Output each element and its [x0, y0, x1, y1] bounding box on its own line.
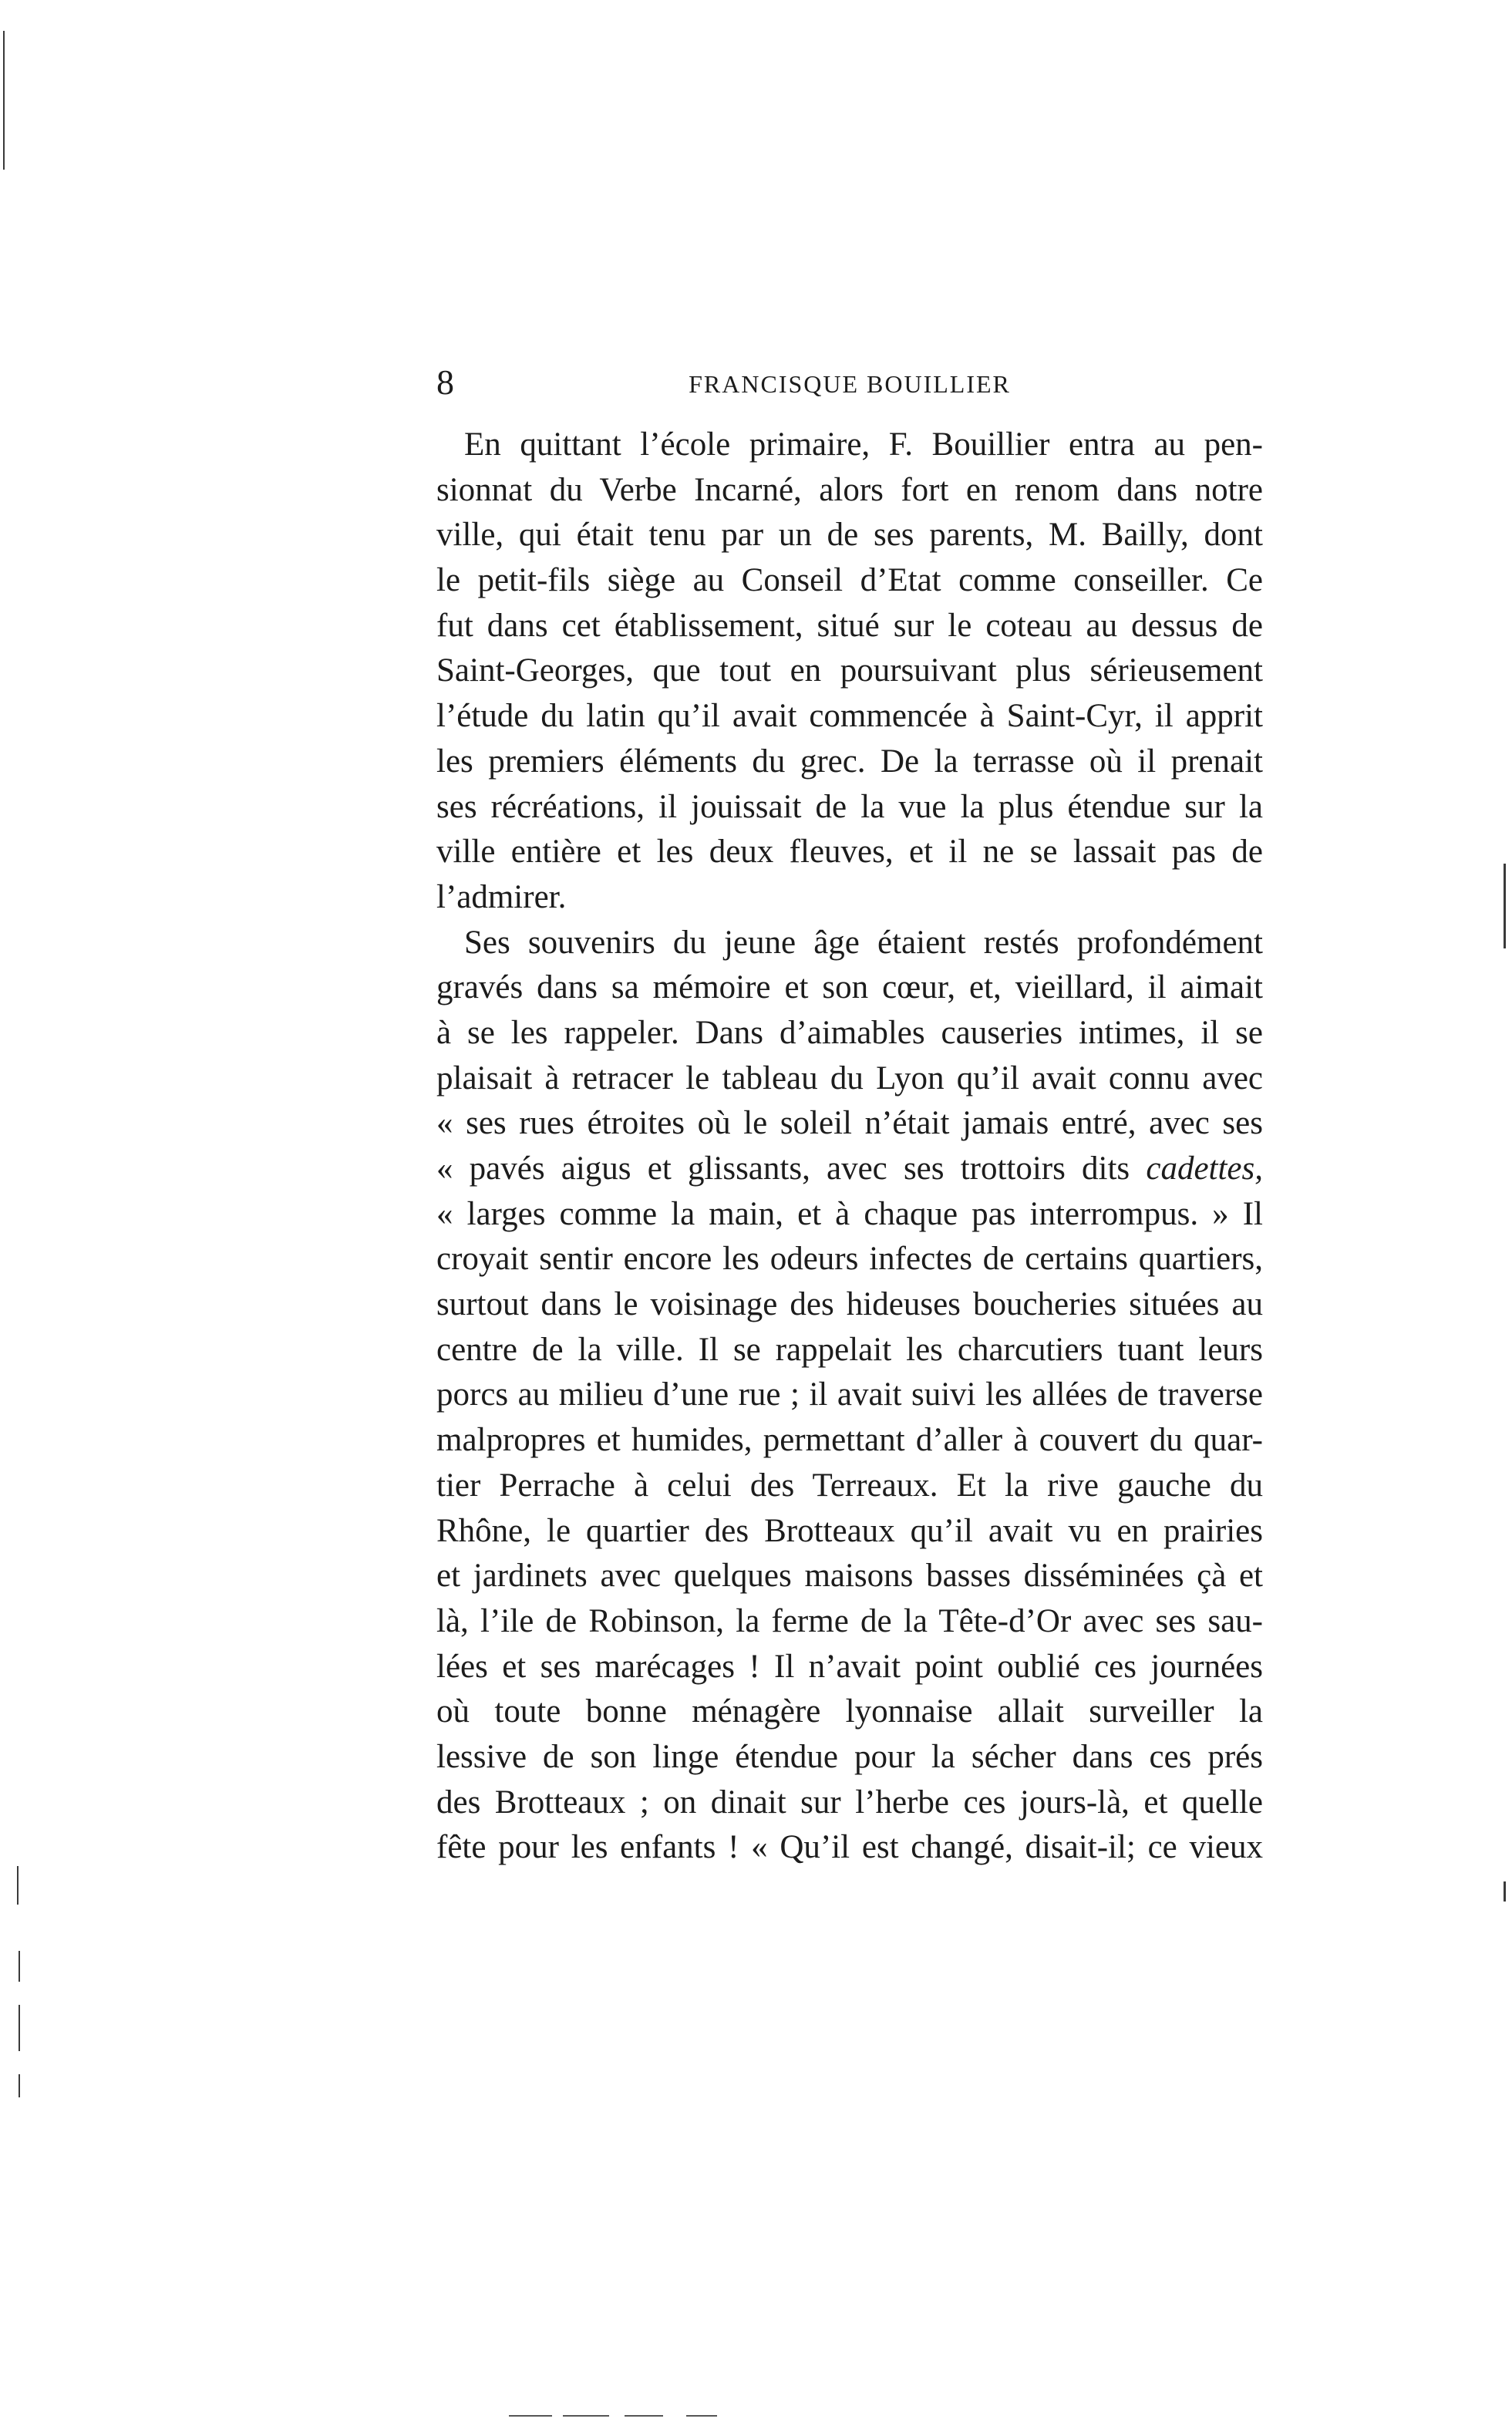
text-line: centre de la ville. Il se rappelait les charcutiers tuant leurs — [436, 1331, 1263, 1368]
text-line: ville entière et les deux fleuves, et il ne se lassait pas de — [436, 834, 1263, 871]
page-number: 8 — [436, 362, 454, 402]
text-line: fête pour les enfants ! « Qu’il est changé, disait-il; ce vieux — [436, 1829, 1263, 1866]
running-head: FRANCISQUE BOUILLIER — [689, 370, 1011, 398]
text-line: En quittant l’école primaire, F. Bouillier entra au pen- — [464, 426, 1263, 463]
left-margin-mark — [19, 1951, 20, 1982]
bottom-edge-mark — [686, 2415, 717, 2417]
text-line: l’étude du latin qu’il avait commencée à Saint-Cyr, il apprit — [436, 698, 1263, 735]
text-line: malpropres et humides, permettant d’aller à couvert du quar- — [436, 1422, 1263, 1459]
page-header — [436, 359, 1263, 406]
text-line: croyait sentir encore les odeurs infectes de certains quartiers, — [436, 1241, 1263, 1278]
text-line: et jardinets avec quelques maisons basses disséminées çà et — [436, 1558, 1263, 1595]
text-line: « ses rues étroites où le soleil n’était jamais entré, avec ses — [436, 1105, 1263, 1142]
bottom-edge-mark — [509, 2415, 552, 2417]
text-line: gravés dans sa mémoire et son cœur, et, vieillard, il aimait — [436, 969, 1263, 1006]
text-line: où toute bonne ménagère lyonnaise allait surveiller la — [436, 1693, 1263, 1730]
text-line: porcs au milieu d’une rue ; il avait suivi les allées de traverse — [436, 1376, 1263, 1413]
line-text: « pavés aigus et glissants, avec ses trottoirs dits — [436, 1150, 1147, 1187]
left-margin-mark — [19, 2074, 20, 2097]
text-line: ses récréations, il jouissait de la vue la plus étendue sur la — [436, 788, 1263, 825]
text-line: plaisait à retracer le tableau du Lyon qu’il avait connu avec — [436, 1059, 1263, 1096]
text-line: là, l’ile de Robinson, la ferme de la Tête-d’Or avec ses sau- — [436, 1602, 1263, 1639]
text-line: l’admirer. — [436, 878, 567, 915]
bottom-edge-mark — [625, 2415, 663, 2417]
text-line: des Brotteaux ; on dinait sur l’herbe ces jours-là, et quelle — [436, 1784, 1263, 1821]
text-line: Rhône, le quartier des Brotteaux qu’il avait vu en prairies — [436, 1512, 1263, 1549]
text-line: « larges comme la main, et à chaque pas interrompus. » Il — [436, 1195, 1263, 1232]
bottom-edge-mark — [563, 2415, 609, 2417]
text-line: lées et ses marécages ! Il n’avait point oublié ces journées — [436, 1648, 1263, 1685]
left-margin-mark — [17, 1866, 19, 1905]
text-line: Ses souvenirs du jeune âge étaient restés profondément — [464, 924, 1263, 961]
text-line: fut dans cet établissement, situé sur le coteau au dessus de — [436, 607, 1263, 644]
text-line: sionnat du Verbe Incarné, alors fort en renom dans notre — [436, 471, 1263, 508]
text-line: Saint-Georges, que tout en poursuivant plus sérieusement — [436, 652, 1263, 689]
text-line: les premiers éléments du grec. De la terrasse où il prenait — [436, 743, 1263, 780]
left-margin-mark — [19, 2005, 20, 2051]
text-line: lessive de son linge étendue pour la sécher dans ces prés — [436, 1738, 1263, 1775]
text-line: à se les rappeler. Dans d’aimables causeries intimes, il se — [436, 1014, 1263, 1051]
text-line: ville, qui était tenu par un de ses parents, M. Bailly, dont — [436, 517, 1263, 554]
text-line: surtout dans le voisinage des hideuses boucheries situées au — [436, 1286, 1263, 1323]
body-text — [436, 423, 1263, 1871]
text-line: tier Perrache à celui des Terreaux. Et la rive gauche du — [436, 1467, 1263, 1504]
right-margin-mark — [1504, 864, 1506, 948]
italic-word: cadettes, — [1146, 1150, 1263, 1187]
left-margin-mark — [3, 31, 5, 170]
text-line-with-italic — [436, 1147, 1263, 1192]
right-margin-mark — [1504, 1881, 1506, 1902]
text-line: le petit-fils siège au Conseil d’Etat comme conseiller. Ce — [436, 562, 1263, 599]
